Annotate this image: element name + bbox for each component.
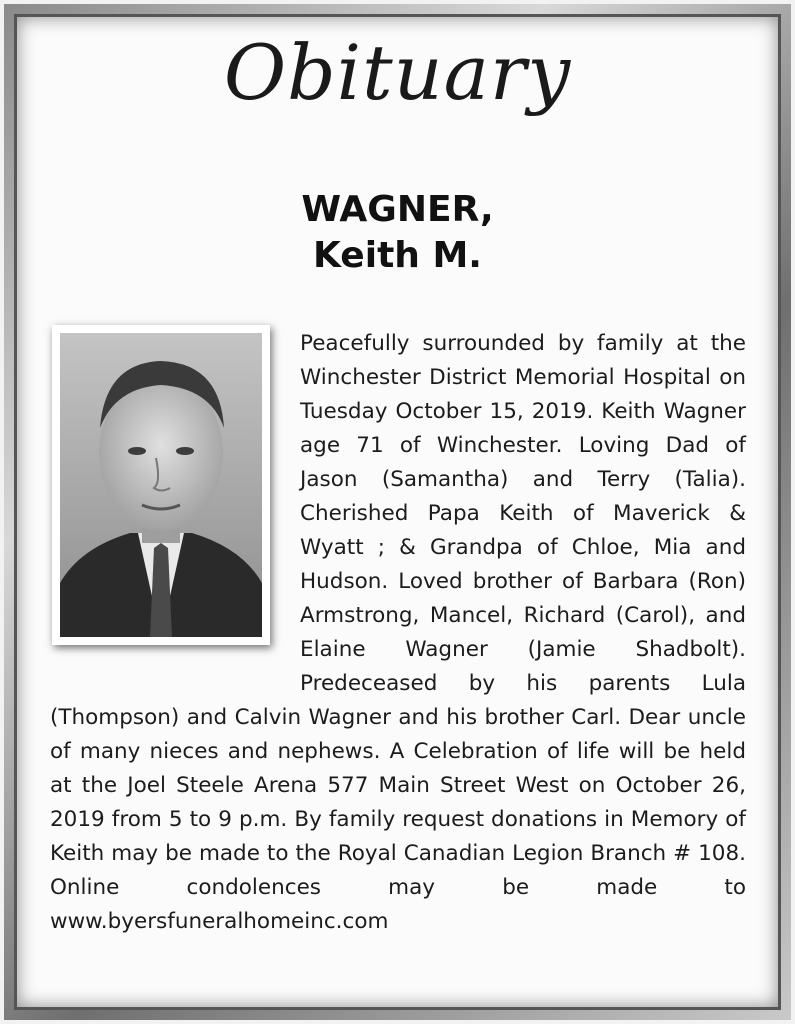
deceased-name [17,187,778,279]
given-name: Keith M. [313,235,482,276]
obituary-frame [4,4,791,1020]
obituary-heading: Obituary [223,28,572,117]
surname: WAGNER, [301,189,494,230]
obituary-body: Peacefully surrounded by family at the Winchester District Memorial Hospital on Tuesday October 15, 2019. Keith Wagner age 71 of Winchester. Loving Dad of Jason (Samantha) and Terry (Talia). Cherished Papa Keith of Maverick & Wyatt ; & Grandpa of Chloe, Mia and Hudson. Loved brother of Barbara (Ron) Armstrong, Mancel, Richard (Carol), and Elaine Wagner (Jamie Shadbolt). Predeceased by his parents Lula (Thompson) and Calvin Wagner and his brother Carl. Dear uncle of many nieces and nephews. A Celebration of life will be held at the Joel Steele Arena 577 Main Street West on October 26, 2019 from 5 to 9 p.m. By family request donations in Memory of Keith may be made to the Royal Canadian Legion Branch # 108. Online condolences may be made to www.byersfuneralhomeinc.com [50,331,746,934]
portrait-photo-icon [60,333,262,637]
obituary-panel [17,17,778,1007]
frame-border [14,14,781,1010]
portrait-photo [52,325,270,645]
portrait-silhouette [60,333,262,637]
